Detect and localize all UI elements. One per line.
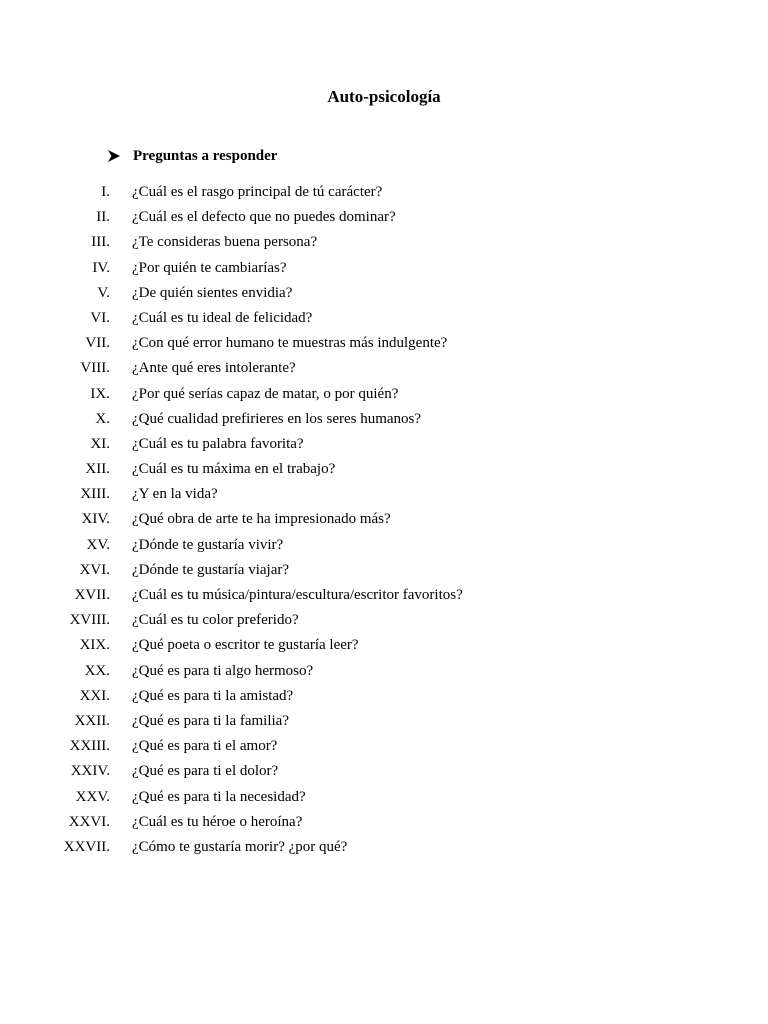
question-text: ¿Te consideras buena persona?: [132, 234, 318, 251]
question-item: [0, 709, 768, 734]
question-text: ¿Dónde te gustaría viajar?: [132, 561, 290, 578]
question-item: [0, 608, 768, 633]
question-numeral: X.: [95, 410, 110, 427]
question-item: [0, 180, 768, 205]
question-numeral: XXI.: [79, 687, 110, 704]
question-numeral: XXIV.: [70, 763, 110, 780]
question-text: ¿Y en la vida?: [132, 486, 218, 503]
question-numeral: XXIII.: [69, 738, 110, 755]
question-numeral: XVII.: [74, 587, 110, 603]
question-text: ¿Cuál es tu héroe o heroína?: [132, 813, 303, 830]
question-item: [0, 482, 768, 507]
question-text: ¿Ante qué eres intolerante?: [132, 360, 296, 377]
question-text: ¿Qué es para ti el amor?: [132, 738, 278, 755]
question-text: ¿Cómo te gustaría morir? ¿por qué?: [132, 838, 348, 855]
question-numeral: IV.: [92, 259, 110, 276]
question-numeral: XXV.: [75, 788, 110, 805]
question-text: ¿Cuál es tu música/pintura/escultura/escritor favoritos?: [132, 587, 463, 603]
question-item: [0, 457, 768, 482]
question-text: ¿De quién sientes envidia?: [132, 284, 293, 301]
question-numeral: VII.: [85, 335, 110, 352]
question-numeral: IX.: [90, 385, 110, 402]
question-numeral: XVI.: [79, 561, 110, 578]
question-numeral: I.: [101, 184, 110, 200]
question-item: [0, 306, 768, 331]
question-text: ¿Qué obra de arte te ha impresionado más?: [132, 511, 391, 528]
question-text: ¿Qué es para ti la familia?: [132, 712, 290, 729]
question-item: [0, 382, 768, 407]
question-item: [0, 256, 768, 281]
question-item: [0, 684, 768, 709]
question-item: [0, 331, 768, 356]
question-item: [0, 558, 768, 583]
question-text: ¿Qué es para ti algo hermoso?: [132, 662, 314, 679]
question-numeral: XXVII.: [63, 838, 110, 855]
question-item: [0, 281, 768, 306]
question-text: ¿Dónde te gustaría vivir?: [132, 536, 284, 553]
question-item: [0, 432, 768, 457]
question-item: [0, 230, 768, 255]
question-numeral: XIX.: [79, 637, 110, 654]
question-numeral: XX.: [84, 662, 110, 679]
question-text: ¿Cuál es tu palabra favorita?: [132, 435, 304, 452]
question-numeral: VIII.: [80, 360, 110, 377]
question-numeral: XI.: [90, 435, 110, 452]
question-text: ¿Qué es para ti el dolor?: [132, 763, 279, 780]
question-text: ¿Qué cualidad prefirieres en los seres humanos?: [132, 410, 422, 427]
question-numeral: V.: [97, 284, 110, 301]
question-text: ¿Por quién te cambiarías?: [132, 259, 287, 276]
document-title: Auto-psicología: [327, 87, 441, 106]
question-numeral: XXII.: [74, 712, 110, 729]
question-item: [0, 507, 768, 532]
question-item: [0, 659, 768, 684]
section-heading: [107, 146, 277, 166]
question-numeral: XIII.: [80, 486, 110, 503]
question-text: ¿Con qué error humano te muestras más indulgente?: [132, 335, 448, 352]
question-text: ¿Qué poeta o escritor te gustaría leer?: [132, 637, 359, 654]
question-item: [0, 785, 768, 810]
question-text: ¿Por qué serías capaz de matar, o por quién?: [132, 385, 399, 402]
question-item: [0, 356, 768, 381]
question-item: [0, 835, 768, 860]
question-text: ¿Cuál es el rasgo principal de tú carácter?: [132, 184, 383, 200]
question-item: [0, 734, 768, 759]
question-text: ¿Cuál es el defecto que no puedes dominar?: [132, 209, 396, 226]
question-text: ¿Qué es para ti la amistad?: [132, 687, 294, 704]
question-numeral: VI.: [90, 309, 110, 326]
question-text: ¿Cuál es tu color preferido?: [132, 612, 299, 629]
question-item: [0, 633, 768, 658]
question-numeral: XXVI.: [68, 813, 110, 830]
question-item: [0, 407, 768, 432]
question-numeral: XVIII.: [69, 612, 110, 629]
question-item: [0, 205, 768, 230]
question-numeral: II.: [96, 209, 110, 226]
question-text: ¿Qué es para ti la necesidad?: [132, 788, 306, 805]
question-numeral: XII.: [85, 461, 110, 478]
question-item: [0, 583, 768, 608]
question-numeral: XIV.: [81, 511, 110, 528]
arrowhead-bullet-icon: [107, 149, 121, 163]
question-text: ¿Cuál es tu ideal de felicidad?: [132, 309, 313, 326]
section-label: Preguntas a responder: [133, 148, 278, 164]
question-item: [0, 810, 768, 835]
question-list: [0, 180, 768, 860]
question-numeral: XV.: [86, 536, 110, 553]
question-item: [0, 533, 768, 558]
question-text: ¿Cuál es tu máxima en el trabajo?: [132, 461, 336, 478]
question-item: [0, 759, 768, 784]
question-numeral: III.: [91, 234, 110, 251]
